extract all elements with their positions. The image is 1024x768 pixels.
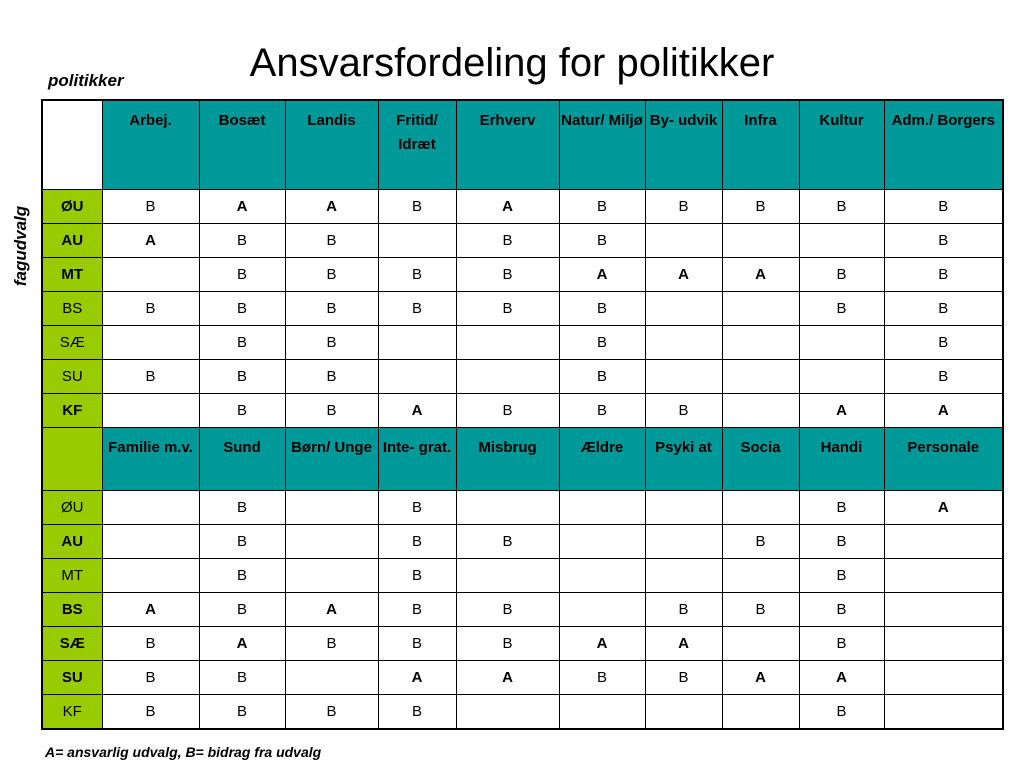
table-cell: B (378, 558, 456, 592)
table-cell (102, 325, 199, 359)
responsibility-table (41, 99, 1004, 730)
table-row (42, 257, 1003, 291)
table-cell (645, 558, 722, 592)
table-cell (102, 490, 199, 524)
table-cell (722, 490, 799, 524)
table-cell (456, 558, 559, 592)
table-cell (645, 359, 722, 393)
table-cell: B (199, 490, 285, 524)
table-cell (456, 325, 559, 359)
table-cell (799, 223, 884, 257)
table-cell: B (285, 291, 378, 325)
header-row (42, 100, 1003, 189)
table-cell (559, 558, 645, 592)
table-cell (378, 359, 456, 393)
table-cell (559, 490, 645, 524)
table-row (42, 592, 1003, 626)
table-cell (559, 592, 645, 626)
table-cell: A (559, 257, 645, 291)
header-row (42, 427, 1003, 490)
table-cell: A (645, 626, 722, 660)
table-cell: B (378, 626, 456, 660)
table-cell (378, 223, 456, 257)
table-cell: B (799, 490, 884, 524)
table-row (42, 626, 1003, 660)
table-cell: B (199, 592, 285, 626)
table-cell: B (559, 291, 645, 325)
table-body (42, 100, 1003, 729)
table-cell: B (285, 325, 378, 359)
table-cell: B (199, 694, 285, 729)
table-cell: B (884, 223, 1003, 257)
column-header: Socia (722, 427, 799, 490)
row-label: SU (42, 359, 102, 393)
table-cell: A (285, 592, 378, 626)
table-row (42, 291, 1003, 325)
table-cell: A (199, 189, 285, 223)
table-cell: B (199, 558, 285, 592)
table-cell: B (884, 291, 1003, 325)
table-cell (378, 325, 456, 359)
table-cell: A (884, 490, 1003, 524)
table-cell (722, 325, 799, 359)
table-cell: B (799, 558, 884, 592)
legend-footnote: A= ansvarlig udvalg, B= bidrag fra udvalg (45, 744, 322, 760)
table-cell: B (199, 223, 285, 257)
table-cell: B (456, 626, 559, 660)
table-cell (722, 223, 799, 257)
table-cell: B (645, 189, 722, 223)
table-cell: A (884, 393, 1003, 427)
table-cell: B (456, 257, 559, 291)
column-header: Kultur (799, 100, 884, 189)
table-cell: A (645, 257, 722, 291)
table-cell (722, 291, 799, 325)
table-cell (722, 558, 799, 592)
table-cell: B (456, 592, 559, 626)
table-cell (645, 291, 722, 325)
table-cell (285, 524, 378, 558)
table-cell: B (378, 490, 456, 524)
table-row (42, 393, 1003, 427)
table-row (42, 694, 1003, 729)
table-cell: A (722, 660, 799, 694)
row-label: KF (42, 393, 102, 427)
table-cell: B (102, 189, 199, 223)
fagudvalg-axis-label: fagudvalg (11, 205, 30, 287)
politikker-axis-label: politikker (48, 71, 124, 90)
table-cell: B (199, 257, 285, 291)
table-cell (102, 558, 199, 592)
table-cell: B (799, 694, 884, 729)
table-cell: B (102, 694, 199, 729)
table-cell: A (102, 223, 199, 257)
table-cell: B (645, 660, 722, 694)
table-cell: B (456, 393, 559, 427)
row-label: SÆ (42, 626, 102, 660)
table-cell: B (559, 325, 645, 359)
column-header: Fritid/ Idræt (378, 100, 456, 189)
slide-title: Ansvarsfordeling for politikker (249, 41, 775, 85)
table-cell: A (799, 393, 884, 427)
column-header: Personale (884, 427, 1003, 490)
table-cell: B (645, 393, 722, 427)
table-cell (884, 694, 1003, 729)
column-header: Erhverv (456, 100, 559, 189)
table-cell: B (102, 291, 199, 325)
table-cell: B (456, 223, 559, 257)
table-cell (456, 359, 559, 393)
column-header: Familie m.v. (102, 427, 199, 490)
column-header: Bosæt (199, 100, 285, 189)
column-header: Psyki at (645, 427, 722, 490)
table-row (42, 359, 1003, 393)
table-cell: B (378, 257, 456, 291)
table-cell: B (559, 359, 645, 393)
table-cell: B (456, 291, 559, 325)
table-row (42, 325, 1003, 359)
table-cell: B (285, 393, 378, 427)
table-cell (285, 660, 378, 694)
table-cell: B (799, 524, 884, 558)
table-cell: B (199, 359, 285, 393)
table-cell: B (102, 626, 199, 660)
table-cell: B (378, 694, 456, 729)
table-cell: B (559, 223, 645, 257)
row-label: MT (42, 558, 102, 592)
table-cell (645, 694, 722, 729)
table-cell (559, 524, 645, 558)
table-cell: B (378, 189, 456, 223)
table-cell: A (559, 626, 645, 660)
column-header: Ældre (559, 427, 645, 490)
column-header: Natur/ Miljø (559, 100, 645, 189)
table-cell: B (884, 325, 1003, 359)
row-label: BS (42, 592, 102, 626)
column-header: Børn/ Unge (285, 427, 378, 490)
row-label: ØU (42, 189, 102, 223)
row-label: MT (42, 257, 102, 291)
table-cell: B (199, 524, 285, 558)
row-label: SÆ (42, 325, 102, 359)
row-label: KF (42, 694, 102, 729)
table-cell: B (378, 592, 456, 626)
column-header: Handi (799, 427, 884, 490)
table-cell: B (884, 189, 1003, 223)
table-cell: A (378, 660, 456, 694)
table-cell (884, 524, 1003, 558)
table-cell: B (285, 694, 378, 729)
table-cell: B (199, 393, 285, 427)
table-cell: B (559, 660, 645, 694)
table-cell: B (722, 592, 799, 626)
row-label: ØU (42, 490, 102, 524)
table-cell: B (799, 291, 884, 325)
column-header: By- udvik (645, 100, 722, 189)
table-cell: B (559, 393, 645, 427)
column-header: Misbrug (456, 427, 559, 490)
table-cell: A (102, 592, 199, 626)
table-cell (102, 393, 199, 427)
row-label: AU (42, 524, 102, 558)
table-row (42, 524, 1003, 558)
header-corner-cell (42, 427, 102, 490)
table-cell (722, 694, 799, 729)
table-cell: B (102, 660, 199, 694)
table-cell (102, 257, 199, 291)
table-cell: B (722, 524, 799, 558)
table-cell: B (799, 592, 884, 626)
table-cell (722, 393, 799, 427)
column-header: Adm./ Borgers (884, 100, 1003, 189)
column-header: Landis (285, 100, 378, 189)
table-cell (645, 223, 722, 257)
column-header: Sund (199, 427, 285, 490)
table-cell: A (199, 626, 285, 660)
table-cell: B (199, 325, 285, 359)
table-cell (456, 694, 559, 729)
table-cell: B (285, 223, 378, 257)
table-row (42, 223, 1003, 257)
row-label: AU (42, 223, 102, 257)
row-label: SU (42, 660, 102, 694)
table-cell: A (378, 393, 456, 427)
table-cell (799, 359, 884, 393)
table-cell: B (102, 359, 199, 393)
table-row (42, 490, 1003, 524)
table-cell: B (378, 524, 456, 558)
table-cell: B (285, 359, 378, 393)
table-cell: B (884, 257, 1003, 291)
table-cell (285, 558, 378, 592)
table-cell: B (884, 359, 1003, 393)
table-cell: B (285, 257, 378, 291)
row-label: BS (42, 291, 102, 325)
table-cell (722, 359, 799, 393)
table-cell (285, 490, 378, 524)
table-cell (884, 558, 1003, 592)
table-row (42, 660, 1003, 694)
table-cell (799, 325, 884, 359)
table-cell: A (456, 189, 559, 223)
table-cell: B (722, 189, 799, 223)
table-cell (645, 524, 722, 558)
column-header: Arbej. (102, 100, 199, 189)
table-cell: B (799, 189, 884, 223)
table-cell: B (456, 524, 559, 558)
table-cell (645, 325, 722, 359)
header-corner-cell (42, 100, 102, 189)
table-cell: B (799, 257, 884, 291)
column-header: Infra (722, 100, 799, 189)
table-cell (884, 592, 1003, 626)
table-cell (456, 490, 559, 524)
table-cell: A (285, 189, 378, 223)
table-cell (645, 490, 722, 524)
table-cell (102, 524, 199, 558)
table-cell: B (199, 291, 285, 325)
column-header: Inte- grat. (378, 427, 456, 490)
table-cell: B (199, 660, 285, 694)
table-row (42, 189, 1003, 223)
table-cell (559, 694, 645, 729)
table-cell: B (559, 189, 645, 223)
table-cell: A (456, 660, 559, 694)
table-cell: B (799, 626, 884, 660)
table-cell: A (722, 257, 799, 291)
table-cell: A (799, 660, 884, 694)
table-cell (884, 660, 1003, 694)
table-cell: B (645, 592, 722, 626)
table-cell (722, 626, 799, 660)
table-row (42, 558, 1003, 592)
table-cell (884, 626, 1003, 660)
table-cell: B (285, 626, 378, 660)
table-cell: B (378, 291, 456, 325)
